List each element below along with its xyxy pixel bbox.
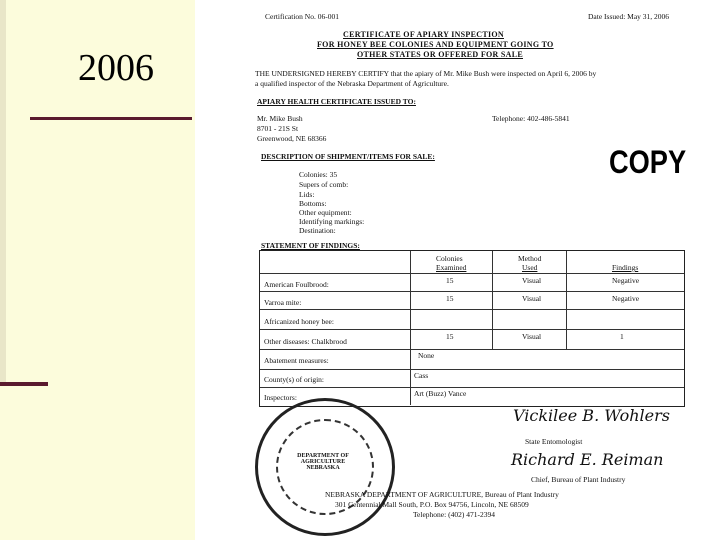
title-line-2: FOR HONEY BEE COLONIES AND EQUIPMENT GOING TO xyxy=(317,40,554,49)
findings-table xyxy=(259,250,685,407)
col-divider xyxy=(566,251,567,349)
row-divider xyxy=(260,387,684,388)
row-divider xyxy=(260,291,684,292)
row-label: Africanized honey bee: xyxy=(264,317,334,326)
cert-number: Certification No. 06-001 xyxy=(265,12,339,21)
description-heading: DESCRIPTION OF SHIPMENT/ITEMS FOR SALE: xyxy=(261,152,435,161)
row-value: Cass xyxy=(414,371,429,380)
title-entomologist: State Entomologist xyxy=(525,437,583,446)
row-finding: 1 xyxy=(620,332,624,341)
seal-text: DEPARTMENT OF AGRICULTURE NEBRASKA xyxy=(297,453,349,471)
certificate-document xyxy=(195,0,720,540)
col-header-colonies: Colonies xyxy=(436,254,463,263)
row-method: Visual xyxy=(522,294,542,303)
certify-line-2: a qualified inspector of the Nebraska Department of Agriculture. xyxy=(255,79,449,88)
item-other-equipment: Other equipment: xyxy=(299,208,352,217)
col-header-used: Used xyxy=(522,263,538,272)
issued-to-heading: APIARY HEALTH CERTIFICATE ISSUED TO: xyxy=(257,97,416,106)
row-label: County(s) of origin: xyxy=(264,375,324,384)
signature-entomologist: Vickilee B. Wohlers xyxy=(513,406,670,425)
item-supers: Supers of comb: xyxy=(299,180,349,189)
row-method: Visual xyxy=(522,332,542,341)
row-label: Other diseases: Chalkbrood xyxy=(264,337,347,346)
item-colonies: Colonies: 35 xyxy=(299,170,338,179)
recipient-telephone: Telephone: 402-486-5841 xyxy=(492,114,570,123)
row-divider xyxy=(260,369,684,370)
footer-telephone: Telephone: (402) 471-2394 xyxy=(413,510,495,519)
footer-department: NEBRASKA DEPARTMENT OF AGRICULTURE, Bureau of Plant Industry xyxy=(325,490,559,499)
findings-heading: STATEMENT OF FINDINGS: xyxy=(261,241,360,250)
row-divider xyxy=(260,273,684,274)
slide-year: 2006 xyxy=(78,47,154,89)
recipient-address-2: Greenwood, NE 68366 xyxy=(257,134,327,143)
row-divider xyxy=(260,349,684,350)
row-finding: Negative xyxy=(612,276,640,285)
recipient-name: Mr. Mike Bush xyxy=(257,114,303,123)
col-header-findings: Findings xyxy=(612,263,639,272)
row-colonies: 15 xyxy=(446,276,454,285)
row-label: Varroa mite: xyxy=(264,298,302,307)
col-header-method: Method xyxy=(518,254,542,263)
row-divider xyxy=(260,309,684,310)
title-chief: Chief, Bureau of Plant Industry xyxy=(531,475,626,484)
item-destination: Destination: xyxy=(299,226,336,235)
recipient-address-1: 8701 - 21S St xyxy=(257,124,299,133)
col-divider xyxy=(492,251,493,349)
date-issued: Date Issued: May 31, 2006 xyxy=(588,12,670,21)
title-underline xyxy=(30,117,192,120)
signature-chief: Richard E. Reiman xyxy=(511,450,664,469)
sidebar-accent xyxy=(0,0,6,385)
row-value: None xyxy=(418,351,435,360)
copy-stamp: COPY xyxy=(609,144,687,180)
col-divider xyxy=(410,251,411,349)
row-value: Art (Buzz) Vance xyxy=(414,389,467,398)
title-line-3: OTHER STATES OR OFFERED FOR SALE xyxy=(357,50,523,59)
item-bottoms: Bottoms: xyxy=(299,199,327,208)
row-label: Inspectors: xyxy=(264,393,297,402)
col-divider xyxy=(410,349,411,405)
row-label: Abatement measures: xyxy=(264,356,329,365)
row-colonies: 15 xyxy=(446,332,454,341)
row-finding: Negative xyxy=(612,294,640,303)
footer-address: 301 Centennial Mall South, P.O. Box 94756, Lincoln, NE 68509 xyxy=(335,500,529,509)
col-header-examined: Examined xyxy=(436,263,467,272)
row-method: Visual xyxy=(522,276,542,285)
certify-line-1: THE UNDERSIGNED HEREBY CERTIFY that the apiary of Mr. Mike Bush were inspected on April 6, 2006 by xyxy=(255,69,597,78)
title-line-1: CERTIFICATE OF APIARY INSPECTION xyxy=(343,30,504,39)
item-lids: Lids: xyxy=(299,190,315,199)
state-seal xyxy=(255,398,395,536)
row-label: American Foulbrood: xyxy=(264,280,329,289)
row-divider xyxy=(260,329,684,330)
item-identifying-markings: Identifying markings: xyxy=(299,217,365,226)
sidebar-divider xyxy=(0,382,48,386)
row-colonies: 15 xyxy=(446,294,454,303)
